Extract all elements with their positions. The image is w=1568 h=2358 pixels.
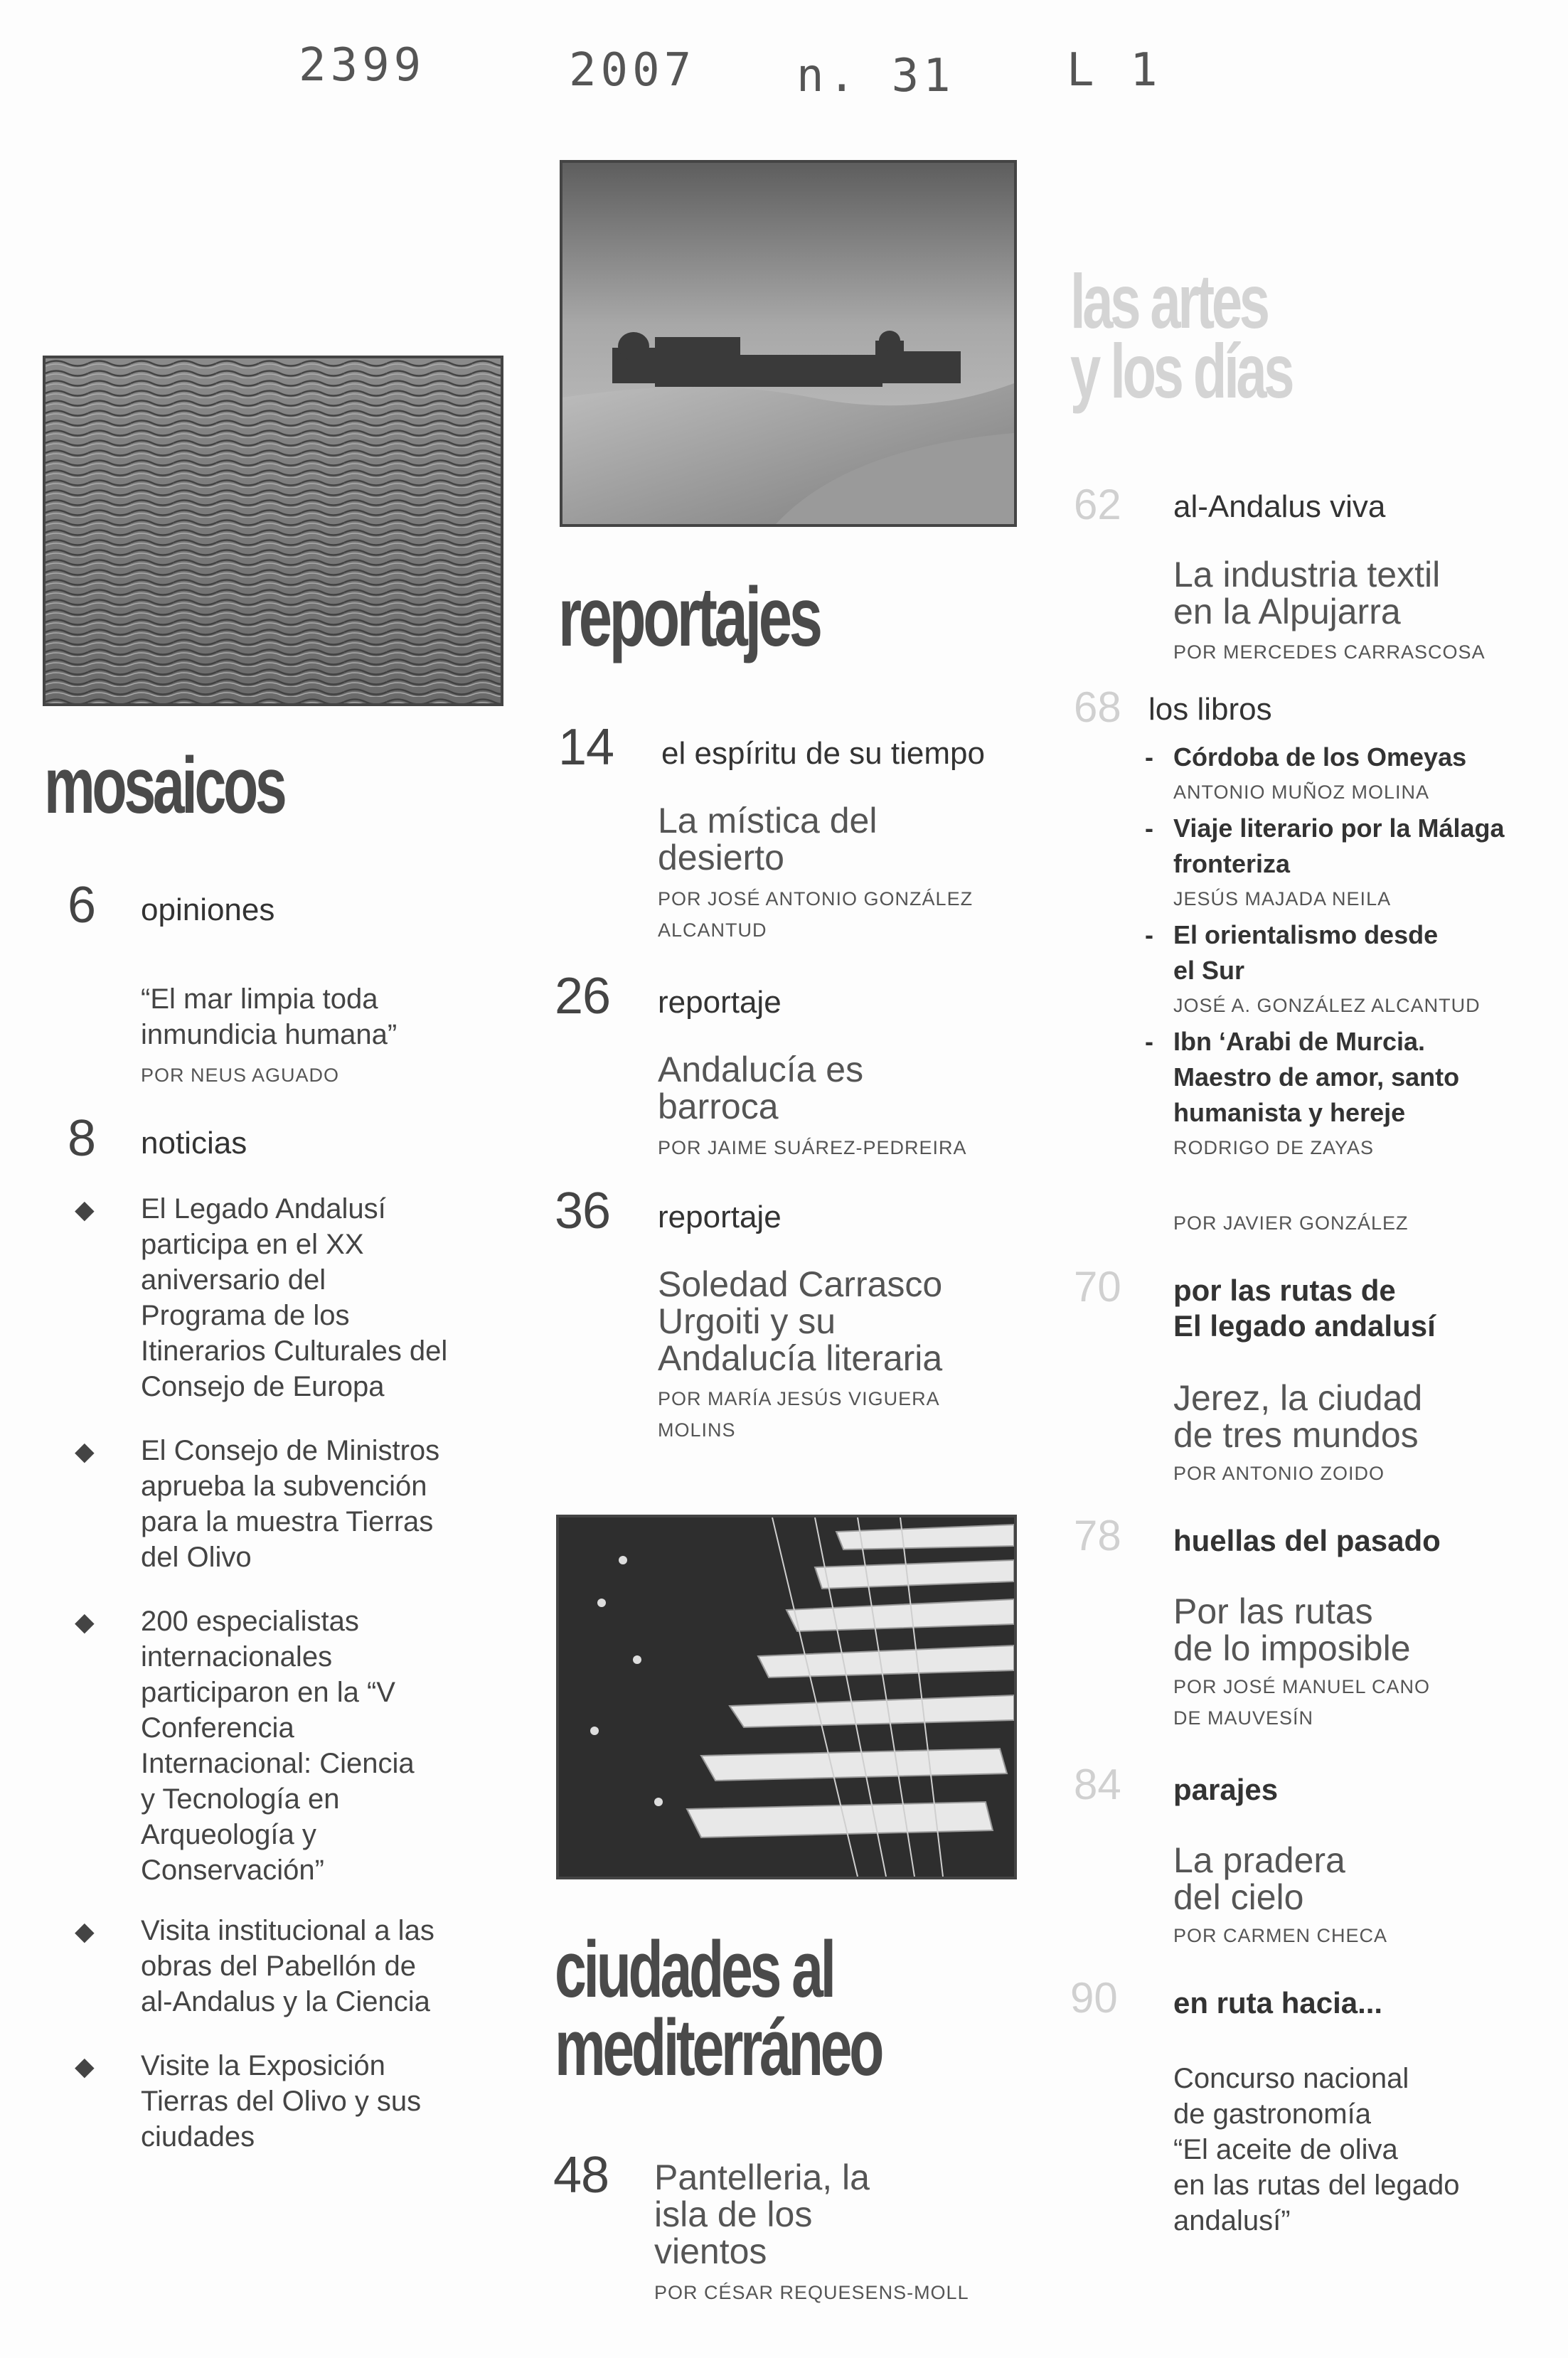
text-line: POR CÉSAR REQUESENS-MOLL (654, 2282, 969, 2303)
text-line: Consejo de Europa (141, 1371, 385, 1402)
text-line: fronteriza (1173, 849, 1291, 878)
byline: POR CARMEN CHECA (1173, 1925, 1388, 1946)
handwritten-note: 2399 (299, 39, 426, 92)
page-number: 68 (1074, 683, 1121, 731)
section-title-ciudades (555, 1925, 882, 2092)
text-line: en la Alpujarra (1173, 592, 1401, 631)
text-line: participa en el XX (141, 1229, 364, 1260)
text-line: aprueba la subvención (141, 1471, 427, 1502)
page-number: 70 (1074, 1263, 1121, 1311)
text-line: El orientalismo desde (1173, 920, 1439, 949)
harbor-boats-photo (556, 1515, 1017, 1879)
page-number: 78 (1074, 1512, 1121, 1559)
section-title-line: las artes (1070, 258, 1267, 344)
handwritten-note: L 1 (1067, 44, 1162, 97)
text-line: en las rutas del legado (1173, 2170, 1460, 2201)
text-line: Por las rutas (1173, 1591, 1373, 1631)
page-number: 8 (68, 1110, 96, 1167)
text-line: barroca (658, 1087, 779, 1126)
dash-bullet: - (1145, 1027, 1153, 1056)
text-line: MOLINS (658, 1419, 736, 1441)
news-text (141, 1913, 539, 2020)
diamond-bullet-icon: ◆ (75, 2052, 95, 2081)
handwritten-note: 2007 (569, 44, 696, 97)
section-title-mosaicos: mosaicos (44, 741, 284, 830)
text-line: participaron en la “V (141, 1677, 395, 1708)
article-title[interactable] (1173, 1380, 1422, 1453)
byline: POR ANTONIO ZOIDO (1173, 1463, 1385, 1484)
diamond-bullet-icon: ◆ (75, 1916, 95, 1946)
dash-bullet: - (1145, 920, 1153, 949)
handwritten-note: n. 31 (796, 50, 955, 102)
text-line: al-Andalus y la Ciencia (141, 1986, 430, 2017)
byline (1173, 1671, 1430, 1734)
news-text (141, 2048, 539, 2155)
text-line: “El mar limpia toda (141, 983, 378, 1015)
text-line: Conservación” (141, 1855, 324, 1886)
section-title-las-artes (1070, 258, 1292, 414)
news-text (141, 1191, 539, 1404)
page-number: 62 (1074, 481, 1121, 528)
byline (654, 2277, 969, 2308)
article-title[interactable] (1173, 1593, 1411, 1667)
text-line: de gastronomía (1173, 2098, 1371, 2130)
category-label: los libros (1148, 692, 1272, 727)
text-line: El legado andalusí (1173, 1309, 1436, 1343)
text-line: de tres mundos (1173, 1415, 1419, 1455)
category-label: parajes (1173, 1773, 1279, 1806)
text-line: para la muestra Tierras (141, 1506, 434, 1537)
sea-photo (43, 356, 503, 706)
page-number: 84 (1074, 1761, 1121, 1808)
category-label: noticias (141, 1126, 247, 1161)
text-line: La industria textil (1173, 555, 1441, 594)
book-title (1173, 917, 1543, 988)
news-text (141, 1604, 539, 1888)
article-title (141, 981, 397, 1052)
news-text (141, 1433, 539, 1575)
book-title (1173, 740, 1543, 775)
article-title[interactable] (1173, 2061, 1460, 2239)
byline: POR MERCEDES CARRASCOSA (1173, 641, 1486, 663)
text-line: del cielo (1173, 1877, 1304, 1917)
text-line: Andalucía literaria (658, 1338, 943, 1378)
text-line: Conferencia (141, 1712, 294, 1744)
article-title[interactable] (658, 1051, 863, 1125)
book-author: RODRIGO DE ZAYAS (1173, 1137, 1375, 1158)
page-number: 36 (555, 1183, 611, 1239)
byline (658, 1383, 940, 1446)
diamond-bullet-icon: ◆ (75, 1436, 95, 1466)
category-label (1173, 1273, 1436, 1344)
text-line: El Consejo de Ministros (141, 1435, 440, 1466)
byline (658, 1132, 967, 1163)
text-line: inmundicia humana” (141, 1019, 398, 1050)
text-line: DE MAUVESÍN (1173, 1707, 1314, 1729)
text-line: Andalucía es (658, 1050, 864, 1089)
text-line: Programa de los (141, 1300, 350, 1331)
page-number: 14 (558, 719, 614, 776)
article-title[interactable] (1173, 556, 1440, 630)
page-number: 90 (1070, 1974, 1118, 2022)
byline: POR JAVIER GONZÁLEZ (1173, 1212, 1409, 1234)
page-number: 6 (68, 877, 96, 934)
category-label: opiniones (141, 892, 275, 927)
text-line: Maestro de amor, santo (1173, 1062, 1460, 1092)
text-line: La mística del (658, 801, 878, 841)
text-line: POR JAIME SUÁREZ-PEDREIRA (658, 1137, 967, 1158)
dash-bullet: - (1145, 813, 1153, 843)
dash-bullet: - (1145, 742, 1153, 772)
section-title-reportajes: reportajes (558, 570, 820, 664)
category-label: reportaje (658, 1200, 782, 1234)
page-number: 26 (555, 968, 611, 1025)
text-line: vientos (654, 2231, 767, 2271)
category-label: reportaje (658, 985, 782, 1020)
text-line: Soledad Carrasco (658, 1264, 943, 1304)
section-title-line: mediterráneo (555, 2003, 882, 2092)
text-line: Concurso nacional (1173, 2063, 1409, 2094)
category-label: en ruta hacia... (1173, 1986, 1383, 2020)
text-line: y Tecnología en (141, 1783, 340, 1815)
text-line: Itinerarios Culturales del (141, 1335, 448, 1367)
text-line: de lo imposible (1173, 1628, 1411, 1668)
text-line: Arqueología y (141, 1819, 316, 1850)
text-line: isla de los (654, 2194, 813, 2234)
text-line: “El aceite de oliva (1173, 2134, 1398, 2165)
text-line: ALCANTUD (658, 919, 767, 941)
book-title (1173, 1024, 1543, 1131)
text-line: El Legado Andalusí (141, 1193, 386, 1225)
text-line: Jerez, la ciudad (1173, 1378, 1423, 1418)
text-line: Visite la Exposición (141, 2050, 385, 2081)
text-line: La pradera (1173, 1840, 1345, 1880)
text-line: humanista y hereje (1173, 1098, 1406, 1127)
text-line: desierto (658, 838, 784, 877)
section-title-line: ciudades al (555, 1925, 833, 2014)
text-line: el Sur (1173, 956, 1245, 985)
text-line: ciudades (141, 2121, 255, 2152)
text-line: Urgoiti y su (658, 1301, 836, 1341)
text-line: del Olivo (141, 1542, 252, 1573)
category-label: al-Andalus viva (1173, 489, 1386, 524)
text-line: POR MARÍA JESÚS VIGUERA (658, 1388, 940, 1409)
article-title[interactable] (658, 802, 877, 876)
book-author: JOSÉ A. GONZÁLEZ ALCANTUD (1173, 995, 1481, 1016)
byline: POR NEUS AGUADO (141, 1065, 340, 1086)
book-author: JESÚS MAJADA NEILA (1173, 888, 1392, 909)
book-author: ANTONIO MUÑOZ MOLINA (1173, 781, 1430, 803)
text-line: internacionales (141, 1641, 333, 1673)
article-title[interactable] (654, 2159, 870, 2270)
text-line: Córdoba de los Omeyas (1173, 742, 1467, 772)
text-line: 200 especialistas (141, 1606, 359, 1637)
page-number: 48 (553, 2147, 609, 2204)
text-line: Viaje literario por la Málaga (1173, 813, 1505, 843)
byline (658, 883, 973, 946)
article-title[interactable] (658, 1266, 942, 1377)
text-line: POR JOSÉ MANUEL CANO (1173, 1676, 1431, 1697)
text-line: aniversario del (141, 1264, 326, 1296)
book-title (1173, 811, 1543, 882)
text-line: andalusí” (1173, 2205, 1291, 2236)
diamond-bullet-icon: ◆ (75, 1607, 95, 1636)
text-line: por las rutas de (1173, 1274, 1396, 1307)
text-line: POR JOSÉ ANTONIO GONZÁLEZ (658, 888, 974, 909)
text-line: Tierras del Olivo y sus (141, 2086, 422, 2117)
article-title[interactable] (1173, 1842, 1345, 1916)
category-label: huellas del pasado (1173, 1524, 1441, 1557)
text-line: Ibn ‘Arabi de Murcia. (1173, 1027, 1426, 1056)
diamond-bullet-icon: ◆ (75, 1195, 95, 1224)
text-line: Pantelleria, la (654, 2157, 870, 2197)
category-label: el espíritu de su tiempo (661, 736, 985, 771)
text-line: Internacional: Ciencia (141, 1748, 415, 1779)
text-line: Visita institucional a las (141, 1915, 434, 1946)
text-line: obras del Pabellón de (141, 1951, 416, 1982)
desert-fortress-photo (560, 160, 1017, 527)
section-title-line: y los días (1070, 328, 1292, 414)
